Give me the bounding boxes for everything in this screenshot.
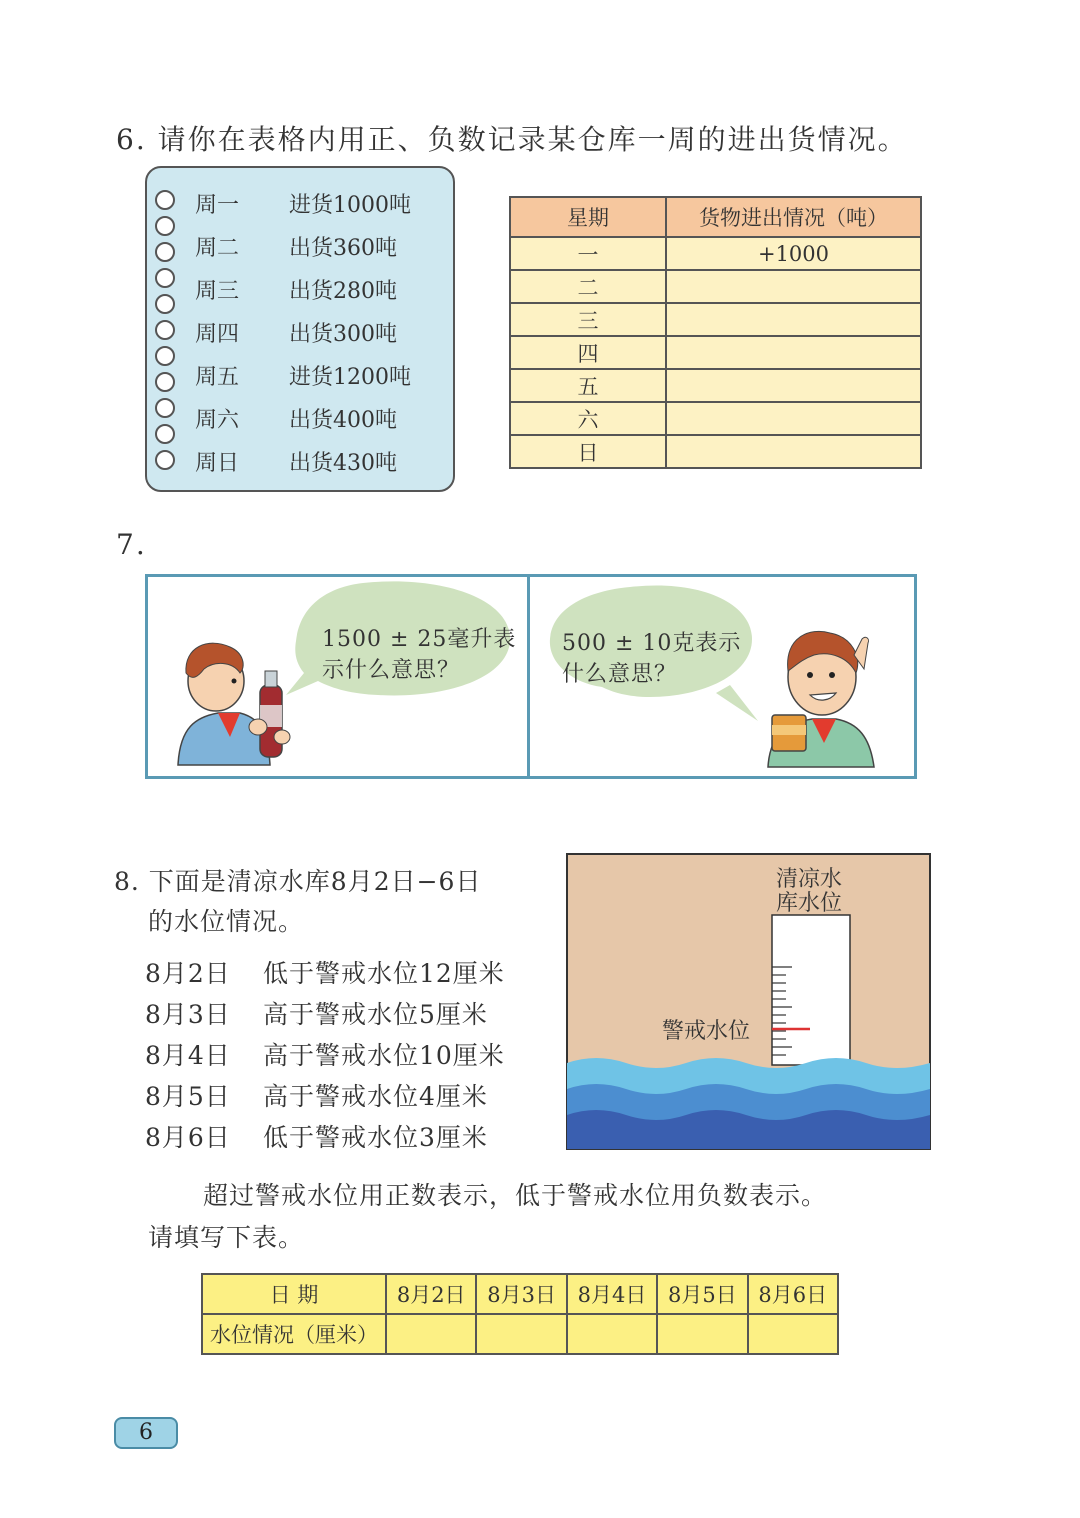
- table-header: 星期: [510, 197, 666, 237]
- water-gauge: [772, 915, 850, 1065]
- notebook-entry: 周四 出货300吨: [195, 322, 397, 347]
- table-header: 日 期: [202, 1274, 386, 1314]
- question-6-title: 6. 请你在表格内用正、负数记录某仓库一周的进出货情况。: [116, 123, 908, 156]
- answer-cell[interactable]: [666, 270, 921, 303]
- table-header: 8月2日: [386, 1274, 476, 1314]
- notebook-entry: 周日 出货430吨: [195, 451, 397, 476]
- notebook-ring: [155, 450, 175, 470]
- water-level-table: [201, 1273, 839, 1355]
- notebook-ring: [155, 216, 175, 236]
- water-log-entry: 8月3日 高于警戒水位5厘米: [145, 1000, 488, 1029]
- notebook-ring: [155, 398, 175, 418]
- water-log-entry: 8月2日 低于警戒水位12厘米: [145, 959, 505, 988]
- notebook-ring: [155, 294, 175, 314]
- notebook-ring: [155, 190, 175, 210]
- table-header: 8月4日: [567, 1274, 657, 1314]
- table-header: 货物进出情况（吨）: [666, 197, 921, 237]
- water-log-entry: 8月5日 高于警戒水位4厘米: [145, 1082, 488, 1111]
- notebook-ring: [155, 372, 175, 392]
- notebook-ring: [155, 346, 175, 366]
- instruction-text-cont: 请填写下表。: [148, 1223, 305, 1252]
- warehouse-table: [509, 196, 922, 469]
- page-number: 6: [114, 1417, 178, 1449]
- water-log-entry: 8月4日 高于警戒水位10厘米: [145, 1041, 505, 1070]
- question-8-title: 8. 下面是清凉水库8月2日−6日: [114, 867, 482, 896]
- answer-cell[interactable]: [386, 1314, 476, 1354]
- table-row: 六: [510, 402, 921, 435]
- answer-cell[interactable]: +1000: [666, 237, 921, 270]
- answer-cell[interactable]: [657, 1314, 747, 1354]
- answer-cell[interactable]: [666, 303, 921, 336]
- warning-level-label: 警戒水位: [662, 1019, 751, 1044]
- table-row: 五: [510, 369, 921, 402]
- table-row: [202, 1314, 838, 1354]
- notebook-entry: 周一 进货1000吨: [195, 193, 411, 218]
- answer-cell[interactable]: [476, 1314, 566, 1354]
- notebook-entry: 周六 出货400吨: [195, 408, 397, 433]
- notebook-ring: [155, 424, 175, 444]
- notebook-entry: 周二 出货360吨: [195, 236, 397, 261]
- reservoir-illustration: [566, 853, 931, 1150]
- table-row: 四: [510, 336, 921, 369]
- table-header: 8月5日: [657, 1274, 747, 1314]
- row-label: 水位情况（厘米）: [202, 1314, 386, 1354]
- question-7-number: 7.: [116, 528, 147, 561]
- answer-cell[interactable]: [666, 402, 921, 435]
- instruction-text: 超过警戒水位用正数表示，低于警戒水位用负数表示。: [203, 1181, 828, 1210]
- notebook-ring: [155, 268, 175, 288]
- table-row: [202, 1274, 838, 1314]
- speech-bubble-right: 500 ± 10克表示 什么意思？: [562, 631, 742, 687]
- answer-cell[interactable]: [666, 369, 921, 402]
- table-row: 三: [510, 303, 921, 336]
- answer-cell[interactable]: [666, 336, 921, 369]
- notebook-card: [145, 166, 455, 492]
- table-header: 8月3日: [476, 1274, 566, 1314]
- answer-cell[interactable]: [666, 435, 921, 468]
- question-8-title-cont: 的水位情况。: [148, 907, 305, 936]
- table-row: 二: [510, 270, 921, 303]
- gauge-label: 清凉水 库水位: [776, 867, 843, 916]
- table-row: 日: [510, 435, 921, 468]
- answer-cell[interactable]: [748, 1314, 838, 1354]
- table-row: 一 +1000: [510, 237, 921, 270]
- notebook-ring: [155, 242, 175, 262]
- speech-bubble-left: 1500 ± 25毫升表 示什么意思？: [322, 627, 517, 683]
- water-log-entry: 8月6日 低于警戒水位3厘米: [145, 1123, 488, 1152]
- answer-cell[interactable]: [567, 1314, 657, 1354]
- notebook-entry: 周三 出货280吨: [195, 279, 397, 304]
- table-header: 8月6日: [748, 1274, 838, 1314]
- notebook-ring: [155, 320, 175, 340]
- notebook-entry: 周五 进货1200吨: [195, 365, 411, 390]
